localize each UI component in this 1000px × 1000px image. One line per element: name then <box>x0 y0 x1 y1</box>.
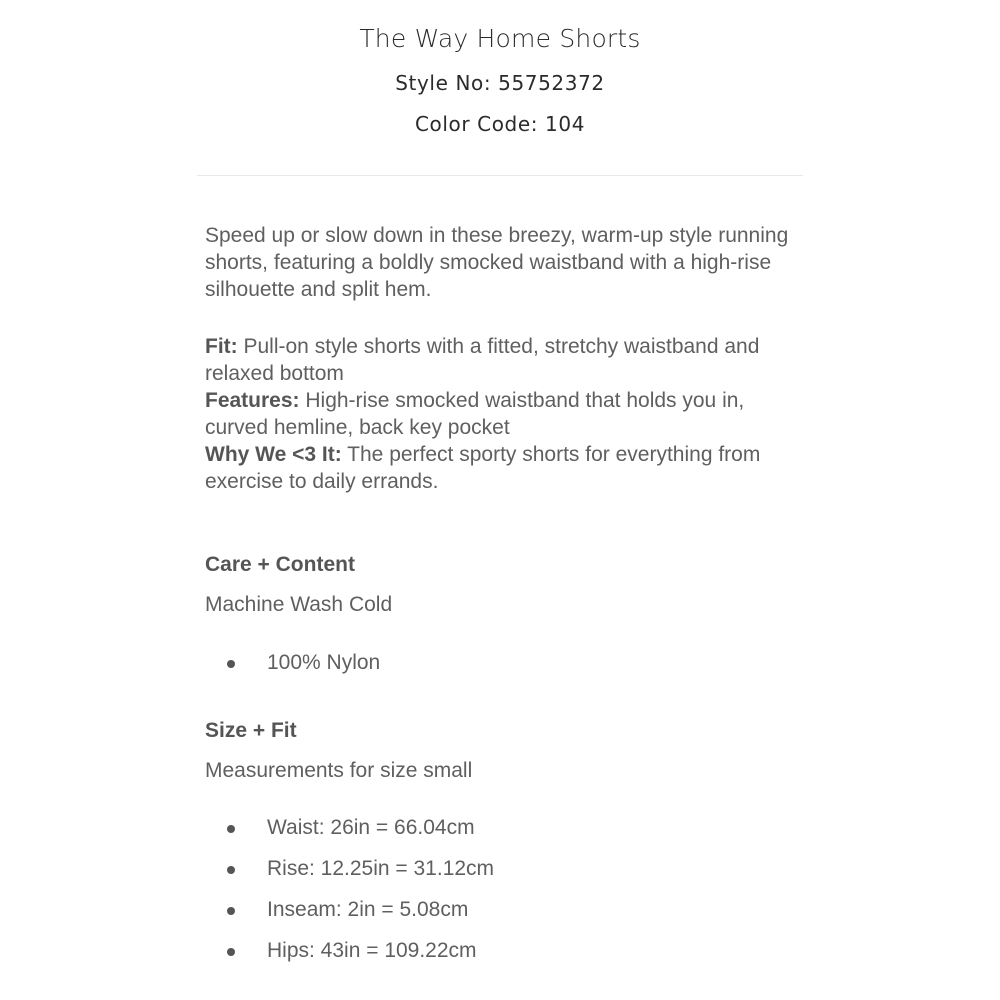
style-number: Style No: 55752372 <box>395 71 605 95</box>
measurement-text: Waist: 26in = 66.04cm <box>267 816 475 839</box>
why-attribute <box>205 441 805 495</box>
features-text: High-rise smocked waistband that holds you in, curved hemline, back key pocket <box>205 389 745 439</box>
header-divider <box>197 175 803 176</box>
why-text: The perfect sporty shorts for everything from exercise to daily errands. <box>205 443 761 493</box>
materials-list <box>205 649 380 690</box>
care-content-heading: Care + Content <box>205 553 355 576</box>
bullet-icon <box>227 866 235 874</box>
measurements-list <box>205 814 494 978</box>
color-code: Color Code: 104 <box>414 112 586 136</box>
fit-label: Fit: <box>205 335 238 358</box>
size-fit-heading: Size + Fit <box>205 719 297 742</box>
bullet-icon <box>227 948 235 956</box>
product-description <box>205 222 805 495</box>
list-item <box>205 896 494 937</box>
bullet-icon <box>227 825 235 833</box>
fit-attribute <box>205 333 805 387</box>
why-label: Why We <3 It: <box>205 443 342 466</box>
size-fit-note: Measurements for size small <box>205 759 473 782</box>
fit-text: Pull-on style shorts with a fitted, stretchy waistband and relaxed bottom <box>205 335 760 385</box>
material-text: 100% Nylon <box>267 651 381 674</box>
measurement-text: Rise: 12.25in = 31.12cm <box>267 857 495 880</box>
list-item <box>205 937 494 978</box>
bullet-icon <box>227 660 235 668</box>
features-attribute <box>205 387 805 441</box>
features-label: Features: <box>205 389 300 412</box>
description-intro: Speed up or slow down in these breezy, warm-up style running shorts, featuring a boldly smocked waistband with a high-rise silhouette and split hem. <box>205 224 789 301</box>
care-instruction: Machine Wash Cold <box>205 593 393 616</box>
list-item <box>205 855 494 896</box>
bullet-icon <box>227 907 235 915</box>
measurement-text: Inseam: 2in = 5.08cm <box>267 898 469 921</box>
list-item <box>205 814 494 855</box>
list-item <box>205 649 380 690</box>
product-title: The Way Home Shorts <box>359 24 641 53</box>
measurement-text: Hips: 43in = 109.22cm <box>267 939 477 962</box>
